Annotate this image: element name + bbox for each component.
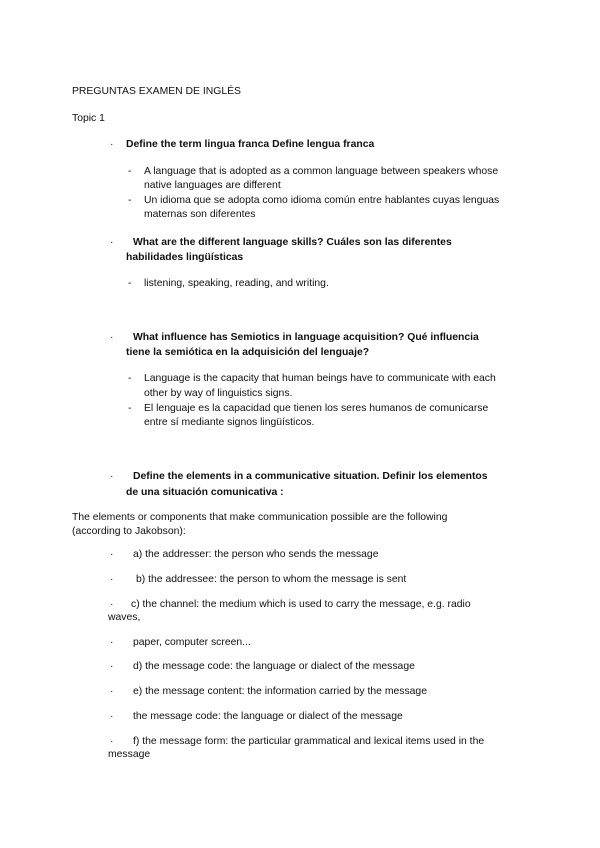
q3-answer-2-line-1: El lenguaje es la capacidad que tienen los seres humanos de comunicarse (144, 403, 489, 414)
bullet-dot: · (110, 549, 114, 560)
q4-intro-line-1: The elements or components that make communication possible are the following (72, 512, 448, 523)
question-1-heading: Define the term lingua franca Define lengua franca (126, 139, 375, 150)
bullet-dot: · (110, 661, 114, 672)
bullet-dash: - (128, 403, 132, 414)
q1-answer-1-line-1: A language that is adopted as a common language between speakers whose (144, 166, 499, 177)
element-message-form: f) the message form: the particular grammatical and lexical items used in the (133, 736, 485, 747)
q1-answer-1-line-2: native languages are different (144, 180, 281, 191)
topic-label: Topic 1 (72, 113, 105, 124)
q4-intro-line-2: (according to Jakobson): (72, 526, 186, 537)
element-message-code-repeat: the message code: the language or dialect of the message (133, 711, 403, 722)
bullet-dot: · (110, 736, 114, 747)
bullet-dot: · (110, 574, 114, 585)
question-4-heading-line-1: Define the elements in a communicative situation. Definir los elementos (133, 471, 488, 482)
document-title: PREGUNTAS EXAMEN DE INGLÉS (72, 86, 241, 97)
element-addressee: b) the addressee: the person to whom the message is sent (136, 574, 407, 585)
bullet-dot: · (110, 237, 114, 248)
q2-answer-1: listening, speaking, reading, and writing. (144, 278, 329, 289)
question-2-heading-line-1: What are the different language skills? Cuáles son las diferentes (133, 237, 452, 248)
question-3-heading-line-1: What influence has Semiotics in language acquisition? Qué influencia (133, 332, 479, 343)
question-4-heading-line-2: de una situación comunicativa : (126, 487, 284, 498)
q1-answer-2-line-1: Un idioma que se adopta como idioma común entre hablantes cuyas lenguas (144, 195, 500, 206)
bullet-dot: · (110, 471, 114, 482)
bullet-dash: - (128, 195, 132, 206)
element-message-content: e) the message content: the information carried by the message (133, 686, 427, 697)
bullet-dot: · (110, 711, 114, 722)
q3-answer-1-line-1: Language is the capacity that human beings have to communicate with each (144, 373, 496, 384)
element-message-code: d) the message code: the language or dialect of the message (133, 661, 415, 672)
bullet-dash: - (128, 166, 132, 177)
bullet-dash: - (128, 278, 132, 289)
element-addresser: a) the addresser: the person who sends the message (133, 549, 379, 560)
q3-answer-1-line-2: other by way of linguistics signs. (144, 388, 293, 399)
bullet-dot: · (110, 637, 114, 648)
bullet-dot: · (110, 332, 114, 343)
element-channel-examples: paper, computer screen... (133, 637, 251, 648)
element-channel-continued: waves, (108, 612, 141, 623)
bullet-dot: · (110, 686, 114, 697)
q1-answer-2-line-2: maternas son diferentes (144, 209, 256, 220)
bullet-dot: · (110, 599, 114, 610)
bullet-dot: · (110, 139, 114, 150)
question-3-heading-line-2: tiene la semiótica en la adquisición del lenguaje? (126, 347, 370, 358)
q3-answer-2-line-2: entre sí mediante signos lingüísticos. (144, 417, 315, 428)
question-2-heading-line-2: habilidades lingüísticas (126, 252, 244, 263)
element-message-form-continued: message (108, 749, 151, 760)
element-channel: c) the channel: the medium which is used to carry the message, e.g. radio (131, 599, 471, 610)
bullet-dash: - (128, 373, 132, 384)
